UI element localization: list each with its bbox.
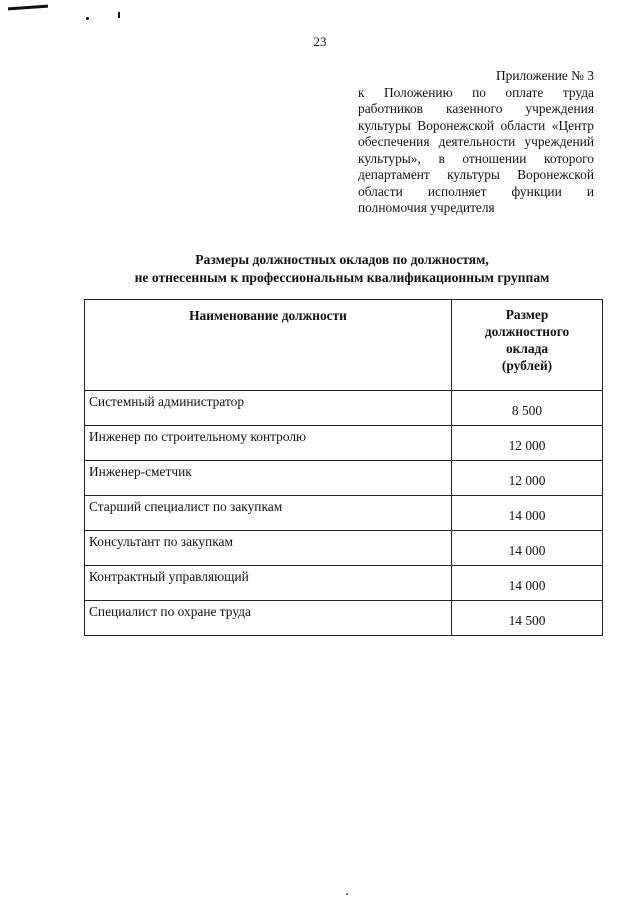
position-cell: Старший специалист по закупкам xyxy=(85,496,452,531)
scan-artifact xyxy=(118,12,120,18)
scan-artifact xyxy=(86,17,89,20)
salary-cell: 14 000 xyxy=(452,566,603,601)
appendix-text: к Положению по оплате труда работников казенного учреждения культуры Воронежской области «Центр обеспечения деятельности учреждений культуры», в отношении которого департамент культуры Воронежской области исполняет функции и полномочия учредителя xyxy=(358,84,594,215)
salary-cell: 12 000 xyxy=(452,461,603,496)
appendix-block xyxy=(358,68,594,217)
header-salary xyxy=(452,300,603,391)
header-salary-line: оклада xyxy=(505,341,549,356)
position-cell: Контрактный управляющий xyxy=(85,566,452,601)
position-cell: Инженер-сметчик xyxy=(85,461,452,496)
header-position: Наименование должности xyxy=(85,300,452,391)
salary-cell: 14 000 xyxy=(452,531,603,566)
salary-table xyxy=(84,299,603,636)
salary-cell: 12 000 xyxy=(452,426,603,461)
header-salary-line: Размер xyxy=(505,307,549,322)
position-cell: Системный администратор xyxy=(85,391,452,426)
table-row xyxy=(85,461,603,496)
table-row xyxy=(85,531,603,566)
position-cell: Специалист по охране труда xyxy=(85,601,452,636)
table-title xyxy=(80,251,604,287)
table-row xyxy=(85,391,603,426)
table-row xyxy=(85,601,603,636)
position-cell: Инженер по строительному контролю xyxy=(85,426,452,461)
scan-artifact xyxy=(8,5,48,11)
table-row xyxy=(85,426,603,461)
scan-artifact xyxy=(346,893,348,895)
table-row xyxy=(85,566,603,601)
table-title-line: Размеры должностных окладов по должностям, xyxy=(195,252,489,267)
header-salary-line: (рублей) xyxy=(501,358,553,373)
salary-cell: 14 000 xyxy=(452,496,603,531)
salary-cell: 14 500 xyxy=(452,601,603,636)
salary-cell: 8 500 xyxy=(452,391,603,426)
appendix-title: Приложение № 3 xyxy=(495,68,594,83)
table-title-line: не отнесенным к профессиональным квалификационным группам xyxy=(134,270,550,285)
position-cell: Консультант по закупкам xyxy=(85,531,452,566)
header-salary-line: должностного xyxy=(484,324,570,339)
table-header-row xyxy=(85,300,603,391)
page-number: 23 xyxy=(313,34,327,49)
table-row xyxy=(85,496,603,531)
